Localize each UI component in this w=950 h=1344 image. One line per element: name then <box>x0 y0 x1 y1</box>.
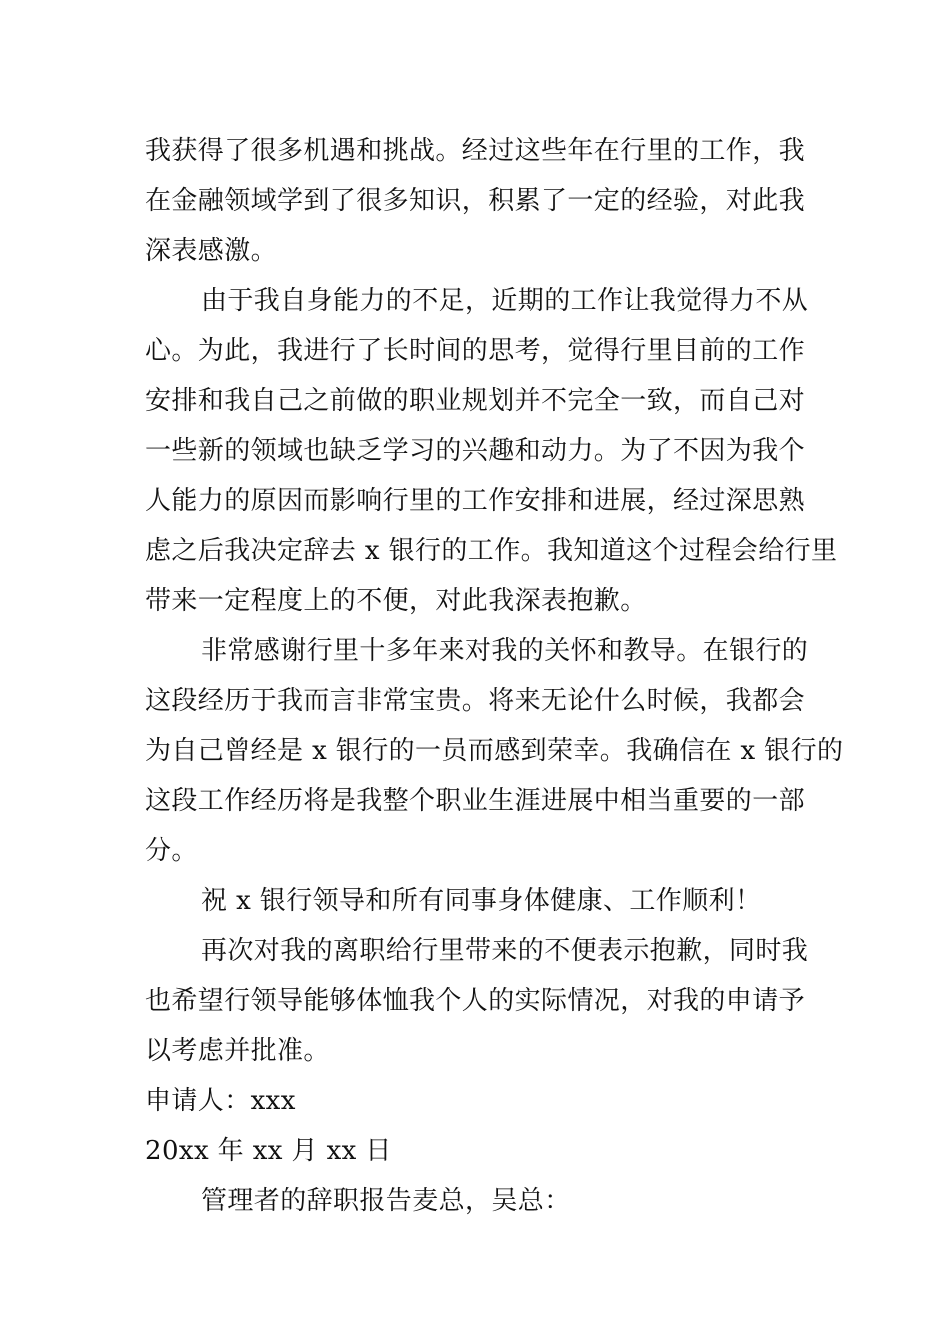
text-line: 管理者的辞职报告麦总，吴总： <box>201 1186 571 1216</box>
text-line: 以考虑并批准。 <box>145 1036 330 1066</box>
text-line: 分。 <box>145 836 198 866</box>
date-line: 20xx 年 xx 月 xx 日 <box>145 1136 392 1166</box>
text-line: 祝 x 银行领导和所有同事身体健康、工作顺利！ <box>201 886 762 916</box>
text-line: 这段工作经历将是我整个职业生涯进展中相当重要的一部 <box>145 786 806 816</box>
text-line: 深表感激。 <box>145 236 278 266</box>
text-line: 也希望行领导能够体恤我个人的实际情况，对我的申请予 <box>145 986 806 1016</box>
text-line: 再次对我的离职给行里带来的不便表示抱歉，同时我 <box>201 936 809 966</box>
text-line: 人能力的原因而影响行里的工作安排和进展，经过深思熟 <box>145 486 806 516</box>
text-line: 这段经历于我而言非常宝贵。将来无论什么时候，我都会 <box>145 686 806 716</box>
text-line: 一些新的领域也缺乏学习的兴趣和动力。为了不因为我个 <box>145 436 806 466</box>
text-line: 带来一定程度上的不便，对此我深表抱歉。 <box>145 586 647 616</box>
text-line: 我获得了很多机遇和挑战。经过这些年在行里的工作，我 <box>145 136 806 166</box>
text-line: 心。为此，我进行了长时间的思考，觉得行里目前的工作 <box>145 336 806 366</box>
text-line: 为自己曾经是 x 银行的一员而感到荣幸。我确信在 x 银行的 <box>145 736 844 766</box>
text-line: 由于我自身能力的不足，近期的工作让我觉得力不从 <box>201 286 809 316</box>
text-line: 安排和我自己之前做的职业规划并不完全一致，而自己对 <box>145 386 806 416</box>
text-line: 在金融领域学到了很多知识，积累了一定的经验，对此我 <box>145 186 806 216</box>
applicant-line: 申请人：xxx <box>145 1086 296 1116</box>
text-line: 非常感谢行里十多年来对我的关怀和教导。在银行的 <box>201 636 809 666</box>
text-line: 虑之后我决定辞去 x 银行的工作。我知道这个过程会给行里 <box>145 536 838 566</box>
